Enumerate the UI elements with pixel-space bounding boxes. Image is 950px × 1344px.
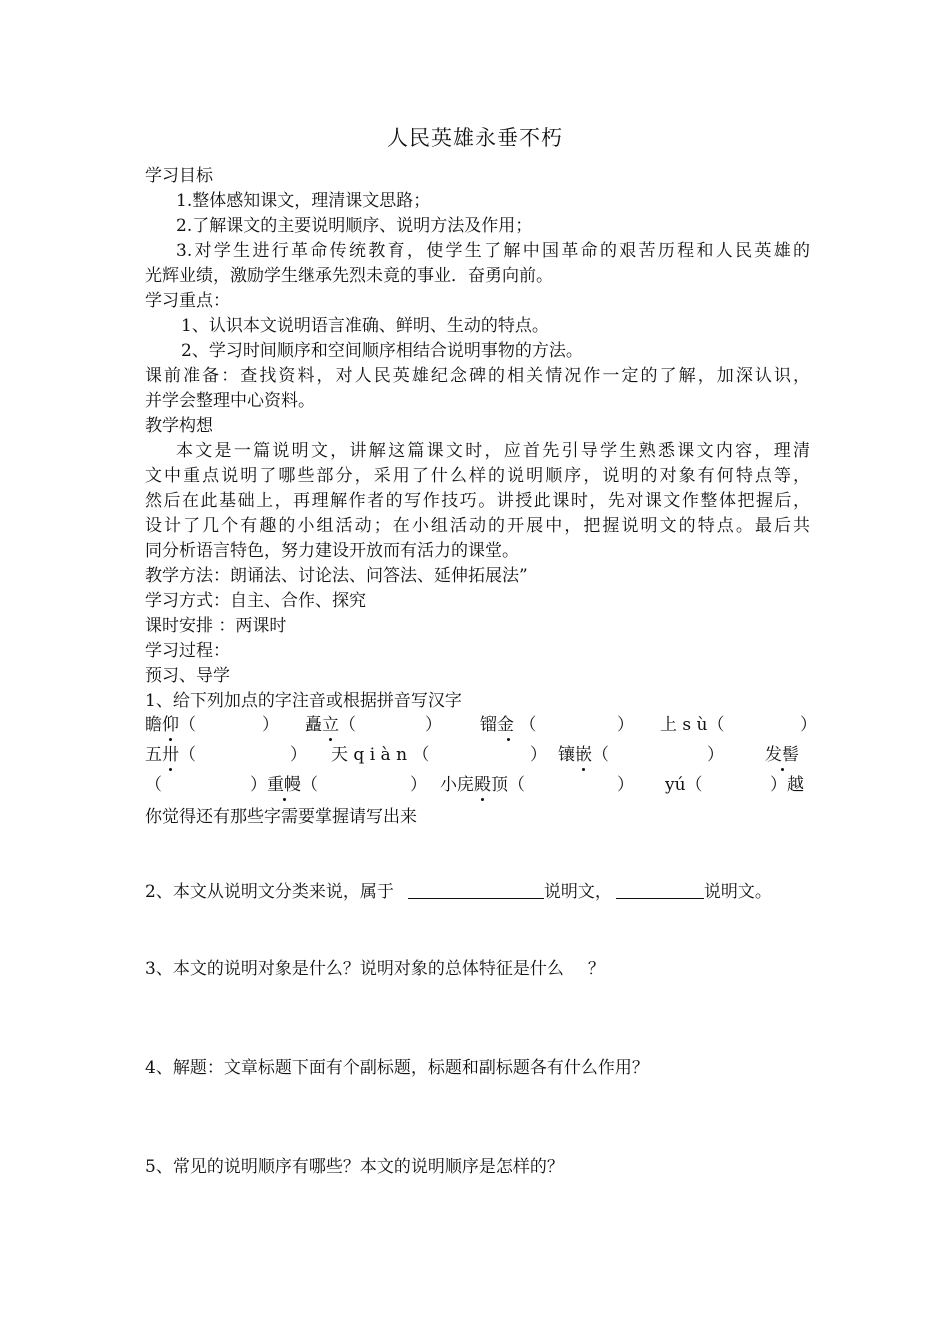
paren-open: （ <box>145 775 162 795</box>
goal-item-2: 2.了解课文的主要说明顺序、说明方法及作用； <box>176 216 533 236</box>
class-schedule: 课时安排 ：两课时 <box>145 616 287 636</box>
goals-heading: 学习目标 <box>145 166 213 186</box>
question-3-text: 3、本文的说明对象是什么？说明对象的总体特征是什么 <box>145 959 564 979</box>
paren-close: ） <box>707 745 724 765</box>
item-zhanyang: 瞻仰（ <box>145 715 196 735</box>
paren-close: ） <box>262 715 279 735</box>
prep-line-1: 课前准备：查找资料，对人民英雄纪念碑的相关情况作一定的了解，加深认识， <box>145 366 810 386</box>
pinyin-row-3 <box>145 773 810 797</box>
learning-process-heading: 学习过程： <box>145 641 230 661</box>
key-points-heading: 学习重点： <box>145 291 230 311</box>
document-title: 人民英雄永垂不朽 <box>387 126 563 150</box>
question-2-text: 2、本文从说明文分类来说，属于 <box>145 882 394 902</box>
question-2 <box>145 880 810 904</box>
paren-close: ） <box>410 775 427 795</box>
question-1: 1、给下列加点的字注音或根据拼音写汉字 <box>145 691 462 711</box>
prep-line-2: 并学会整理中心资料。 <box>145 391 315 411</box>
item-shangsu: 上 s ù（ <box>660 715 725 735</box>
goal-item-1: 1.整体感知课文，理清课文思路； <box>176 191 431 211</box>
paren-close: ） <box>425 715 442 735</box>
item-liujin: 镏金 （ <box>480 715 537 735</box>
paren-close: ） <box>530 745 547 765</box>
question-1-note: 你觉得还有那些字需要掌握请写出来 <box>145 807 417 827</box>
paren-close: ） <box>617 775 634 795</box>
question-3 <box>145 957 810 981</box>
learning-style: 学习方式：自主、合作、探究 <box>145 591 366 611</box>
goal-item-3-continued: 光辉业绩，激励学生继承先烈未竟的事业．奋勇向前。 <box>145 266 553 286</box>
question-2-text-mid: 说明文， <box>543 882 612 902</box>
concept-line-2: 文中重点说明了哪些部分，采用了什么样的说明顺序，说明的对象有何特点等， <box>145 466 810 486</box>
question-2-text-end: 说明文。 <box>703 882 772 902</box>
concept-heading: 教学构想 <box>145 416 213 436</box>
concept-line-3: 然后在此基础上，再理解作者的写作技巧。讲授此课时，先对课文作整体把握后， <box>145 491 810 511</box>
item-yue: ）越 <box>770 775 804 795</box>
question-4: 4、解题：文章标题下面有个副标题，标题和副标题各有什么作用？ <box>145 1058 649 1078</box>
item-xiaowudianding: 小庑殿顶（ <box>440 775 525 795</box>
concept-line-1: 本文是一篇说明文，讲解这篇课文时，应首先引导学生熟悉课文内容，理清 <box>176 441 810 461</box>
pinyin-row-2 <box>145 743 810 767</box>
concept-line-4: 设计了几个有趣的小组活动；在小组活动的开展中，把握说明文的特点。最后共 <box>145 516 810 536</box>
item-tianqian: 天 q i à n （ <box>331 745 430 765</box>
preview-heading: 预习、导学 <box>145 666 230 686</box>
answer-blank-2[interactable] <box>616 880 704 899</box>
item-yuyue: yú（ <box>665 775 703 795</box>
question-5: 5、常见的说明顺序有哪些？本文的说明顺序是怎样的？ <box>145 1157 564 1177</box>
item-wusa: 五卅（ <box>145 745 196 765</box>
teaching-methods: 教学方法：朗诵法、讨论法、问答法、延伸拓展法” <box>145 566 528 586</box>
paren-close: ） <box>617 715 634 735</box>
item-xiangqian: 镶嵌（ <box>558 745 609 765</box>
key-point-2: 2、学习时间顺序和空间顺序相结合说明事物的方法。 <box>181 341 583 361</box>
question-3-mark: ？ <box>587 959 605 979</box>
answer-blank-1[interactable] <box>408 880 544 899</box>
item-chuli: 矗立（ <box>305 715 356 735</box>
pinyin-row-1 <box>145 713 817 737</box>
key-point-1: 1、认识本文说明语言准确、鲜明、生动的特点。 <box>181 316 549 336</box>
item-faji: 发髻 <box>765 745 799 765</box>
goal-item-3: 3.对学生进行革命传统教育，使学生了解中国革命的艰苦历程和人民英雄的 <box>176 241 810 261</box>
concept-line-5: 同分析语言特色，努力建设开放而有活力的课堂。 <box>145 541 519 561</box>
item-zhongman: ）重幔（ <box>250 775 318 795</box>
paren-close: ） <box>290 745 307 765</box>
paren-close: ） <box>800 715 817 735</box>
